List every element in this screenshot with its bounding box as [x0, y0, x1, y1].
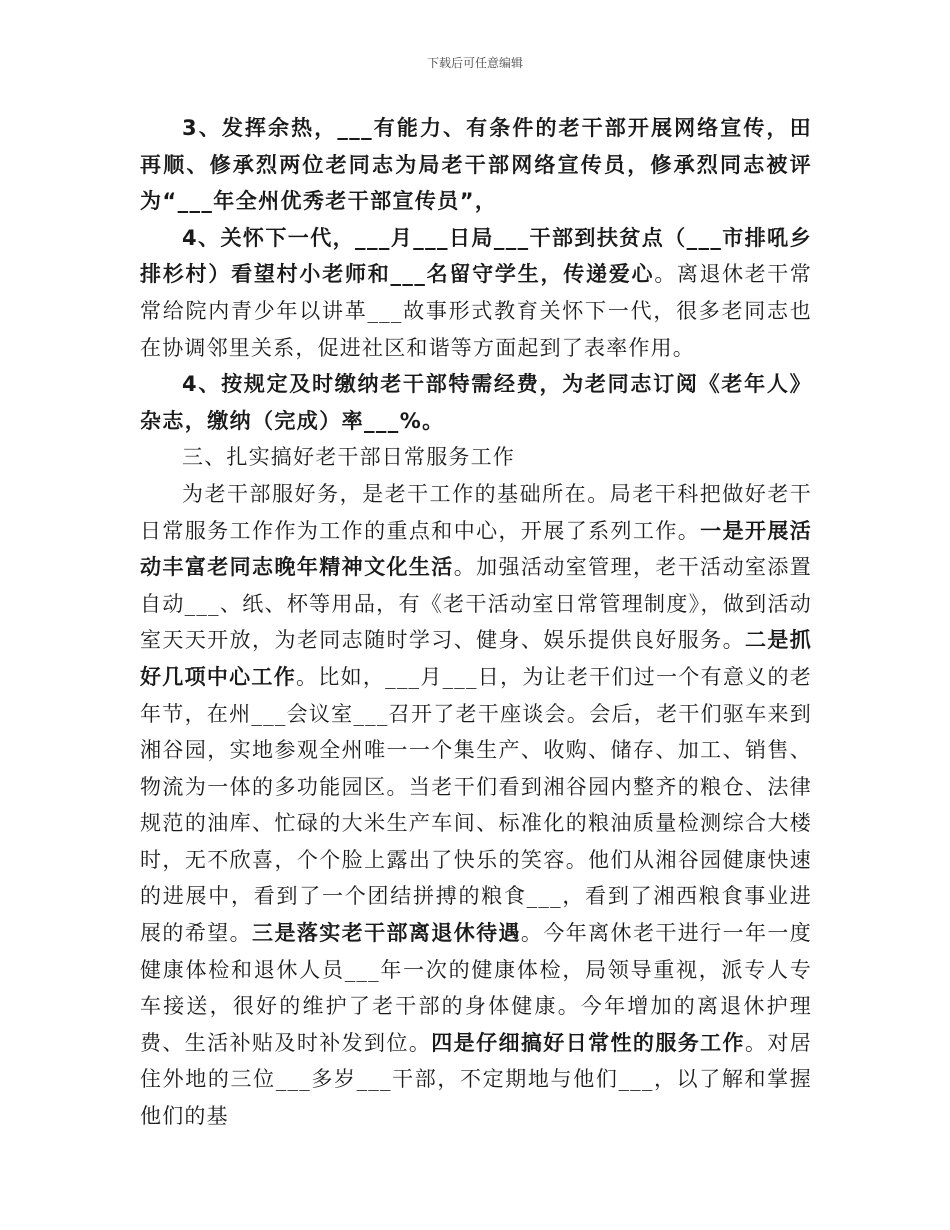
paragraph-4-body: 。离退休老干常常给院内青少年以讲革___故事形式教育关怀下一代，很多老同志也在协调邻里关系，促进社区和谐等方面起到了表率作用。 — [140, 262, 812, 360]
section-heading-3: 三、扎实搞好老干部日常服务工作 — [182, 445, 515, 470]
document-body — [140, 110, 812, 1135]
point-one-body: 。加强活动室管理，老干活动室添置自动___、纸、杯等用品，有《老干活动室日常管理制度》，做到活动室天天开放，为老同志随时学习、健身、娱乐提供良好服务。 — [140, 555, 812, 653]
point-four-body: 。对居住外地的三位___多岁___干部，不定期地与他们___，以了解和掌握他们的基 — [140, 1030, 812, 1129]
point-one-heading: 一是开展活动丰富老同志晚年精神文化生活 — [140, 518, 812, 580]
paragraph-4-care-next-generation — [140, 220, 812, 366]
page-header: 下载后可任意编辑 — [426, 56, 523, 70]
paragraph-4-special-fund: 4、按规定及时缴纳老干部特需经费，为老同志订阅《老年人》杂志，缴纳（完成）率___%。 — [140, 372, 812, 433]
paragraph-4-bold-lead: 4、关怀下一代，___月___日局___干部到扶贫点（___市排吼乡排杉村）看望村小老师和___名留守学生，传递爱心 — [140, 225, 812, 287]
paragraph-daily-service — [140, 476, 812, 1135]
point-two-heading: 二是抓好几项中心工作 — [140, 628, 812, 689]
paragraph-3-online-promotion: 3、发挥余热，___有能力、有条件的老干部开展网络宣传，田再顺、修承烈两位老同志为局老干部网络宣传员，修承烈同志被评为“___年全州优秀老干部宣传员”， — [140, 116, 812, 214]
point-three-body: 。今年离休老干进行一年一度健康体检和退休人员___年一次的健康体检，局领导重视，派专人专车接送，很好的维护了老干部的身体健康。今年增加的离退休护理费、生活补贴及时补发到位。 — [140, 921, 812, 1055]
point-two-body: 。比如，___月___日，为让老干们过一个有意义的老年节，在州___会议室___召开了老干座谈会。会后，老干们驱车来到湘谷园，实地参观全州唯一一个集生产、收购、储存、加工、销售、物流为一体的多功能园区。当老干们看到湘谷园内整齐的粮仓、法律规范的油库、忙碌的大米生产车间、标准化的粮油质量检测综合大楼时，无不欣喜，个个脸上露出了快乐的笑容。他们从湘谷园健康快速的进展中，看到了一个团结拼搏的粮食___，看到了湘西粮食事业进展的希望。 — [140, 664, 812, 946]
daily-service-intro: 为老干部服好务，是老干工作的基础所在。局老干科把做好老干日常服务工作作为工作的重点和中心，开展了系列工作。 — [140, 481, 812, 543]
point-four-heading: 四是仔细搞好日常性的服务工作 — [431, 1030, 745, 1055]
point-three-heading: 三是落实老干部离退休待遇 — [252, 921, 521, 946]
